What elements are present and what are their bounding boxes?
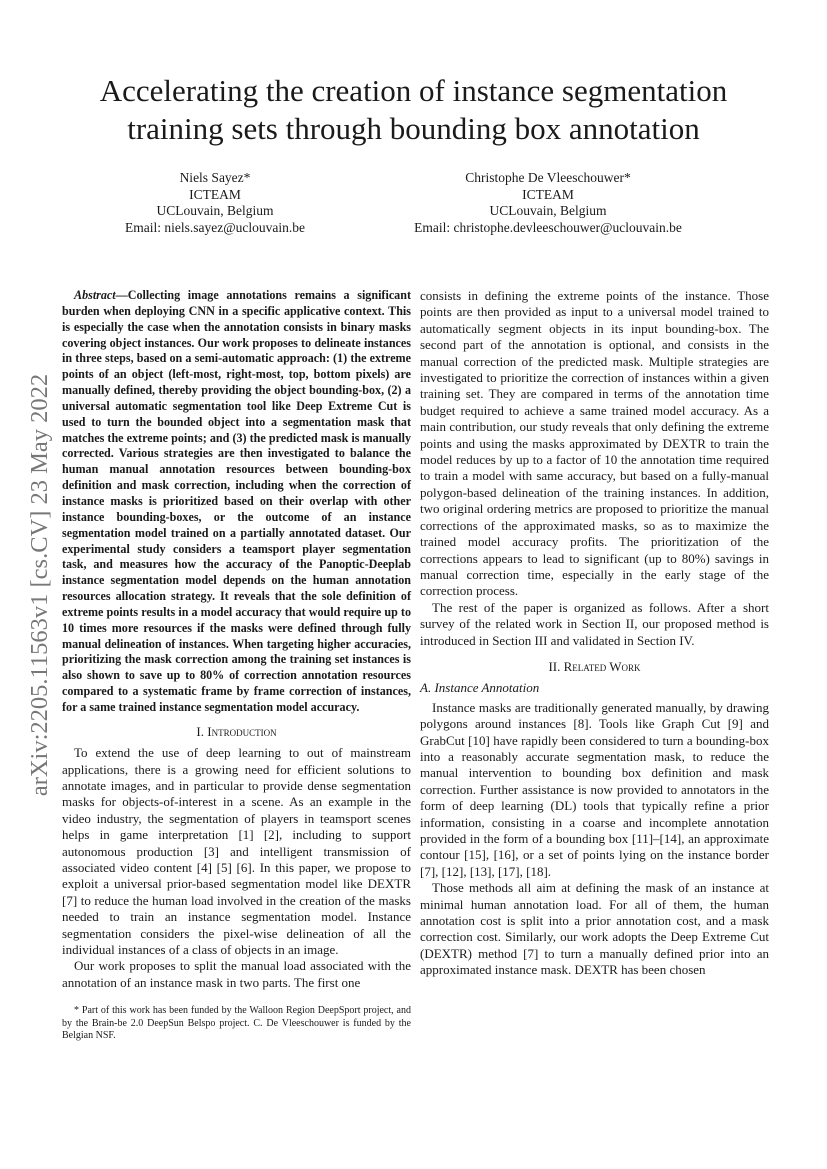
author-name: Niels Sayez* [179,170,251,185]
author-email: Email: niels.sayez@uclouvain.be [124,219,305,235]
author-1 [115,170,315,236]
arxiv-stamp: arXiv:2205.11563v1 [cs.CV] 23 May 2022 [26,373,53,797]
author-email: Email: christophe.devleeschouwer@uclouvain.be [414,219,682,235]
abstract-text: —Collecting image annotations remains a significant burden when deploying CNN in a specific applicative context. This is especially the case when the annotation consists in binary masks covering object instances. Our work proposes to delineate instances in three steps, based on a semi-automatic approach: (1) the extreme points of an object (left-most, right-most, top, bottom pixels) are manually defined, thereby providing the object bounding-box, (2) a universal automatic segmentation tool like Deep Extreme Cut is used to turn the bounded object into a segmentation mask that matches the extreme points; and (3) the predicted mask is manually corrected. Various strategies are then investigated to balance the human manual annotation resources between bounding-box definition and mask correction, including when the correction of instance masks is prioritized based on their overlap with other instance bounding-boxes, or the outcome of an instance segmentation model trained on a partially annotated dataset. Our experimental study considers a teamsport player segmentation task, and measures how the accuracy of the Panoptic-Deeplab instance segmentation model depends on the human annotation resources allocation strategy. It reveals that the sole definition of extreme points results in a model accuracy that would require up to 10 times more resources if the masks were defined through fully manual delineation of instances. When targeting higher accuracies, prioritizing the mask correction among the training set instances is also shown to save up to 80% of correction annotation resources compared to a systematic frame by frame correction of instances, for a same trained instance segmentation model accuracy. [62,288,411,714]
subsection-heading-instance-annotation: A. Instance Annotation [420,680,540,696]
author-affiliation: ICTEAM [522,186,574,202]
author-name: Christophe De Vleeschouwer* [465,170,631,185]
author-institution: UCLouvain, Belgium [489,203,607,218]
author-2 [398,170,698,236]
title-line-1: Accelerating the creation of instance segmentation [99,73,728,108]
abstract [62,288,411,716]
title-line-2: training sets through bounding box annotation [127,111,700,146]
intro-paragraph-3: The rest of the paper is organized as follows. After a short survey of the related work in Section II, our proposed method is introduced in Section III and validated in Section IV. [420,599,769,648]
section-heading-related-work: II. Related Work [548,658,641,674]
related-paragraph-2: Those methods all aim at defining the mask of an instance at minimal human annotation load. For all of them, the human annotation cost is split into a prior annotation cost, and a mask correction cost. Similarly, our work adopts the Deep Extreme Cut (DEXTR) method [7] to turn a manually defined prior into an approximated instance mask. DEXTR has been chosen [420,880,769,978]
abstract-label: Abstract [74,288,116,302]
right-column [420,288,769,979]
left-column [62,288,411,1043]
footnote: * Part of this work has been funded by the Walloon Region DeepSport project, and by the Brain-be 2.0 DeepSun Belspo project. C. De Vleeschouwer is funded by the Belgian NSF. [62,1005,411,1042]
intro-paragraph-2-continued: consists in defining the extreme points of the instance. Those points are then provided as input to a universal model trained to automatically segment objects in its input bounding-box. The second part of the annotation is optional, and consists in the manual correction of the predicted mask. Multiple strategies are investigated to prioritize the correction of instances within a given training set. They are compared in terms of the annotation time budget required to achieve a same trained model accuracy. As a main contribution, our study reveals that only defining the extreme points and using the masks approximated by DEXTR to train the model reduces by up to a factor of 10 the annotation time required to train a model with same accuracy, but based on a fully-manual polygon-based delineation of the training instances. In addition, two original ordering metrics are proposed to prioritize the manual corrections of the approximated masks, so as to maximize the trained model accuracy profits. The prioritization of the corrections appears to lead to significant (up to 80%) savings in manual correction time, especially in the early stage of the correction process. [420,288,769,599]
paper-title [0,72,827,148]
intro-paragraph-1: To extend the use of deep learning to out of mainstream applications, there is a growing need for efficient solutions to annotate images, and in particular to provide dense segmentation masks for objects-of-interest in a scene. As an example in the video industry, the segmentation of players in teamsport scenes helps in game interpretation [1] [2], including to support autonomous production [3] and intelligent transmission of associated video content [4] [5] [6]. In this paper, we propose to exploit a universal prior-based segmentation model like DEXTR [7] to reduce the human load involved in the creation of the masks needed to train an instance segmentation model. Instance segmentation considers the pixel-wise delineation of all the individual instances of a class of objects in an image. [62,745,411,958]
intro-paragraph-2: Our work proposes to split the manual load associated with the annotation of an instance mask in two parts. The first one [62,958,411,990]
section-heading-introduction: I. Introduction [196,723,277,739]
author-institution: UCLouvain, Belgium [156,203,274,218]
author-affiliation: ICTEAM [189,186,241,202]
related-paragraph-1: Instance masks are traditionally generated manually, by drawing polygons around instances [8]. Tools like Graph Cut [9] and GrabCut [10] have rapidly been considered to turn a bounding-box into a reasonably accurate segmentation mask, to reduce the manual intervention to bounding box definition and mask correction. Further assistance is now provided to annotators in the form of deep learning (DL) tools that typically refine a prior information, consisting in a coarse and incomplete annotation provided in the form of a bounding box [11]–[14], an approximate contour [15], [16], or a set of points lying on the instance border [7], [12], [13], [17], [18]. [420,699,769,879]
